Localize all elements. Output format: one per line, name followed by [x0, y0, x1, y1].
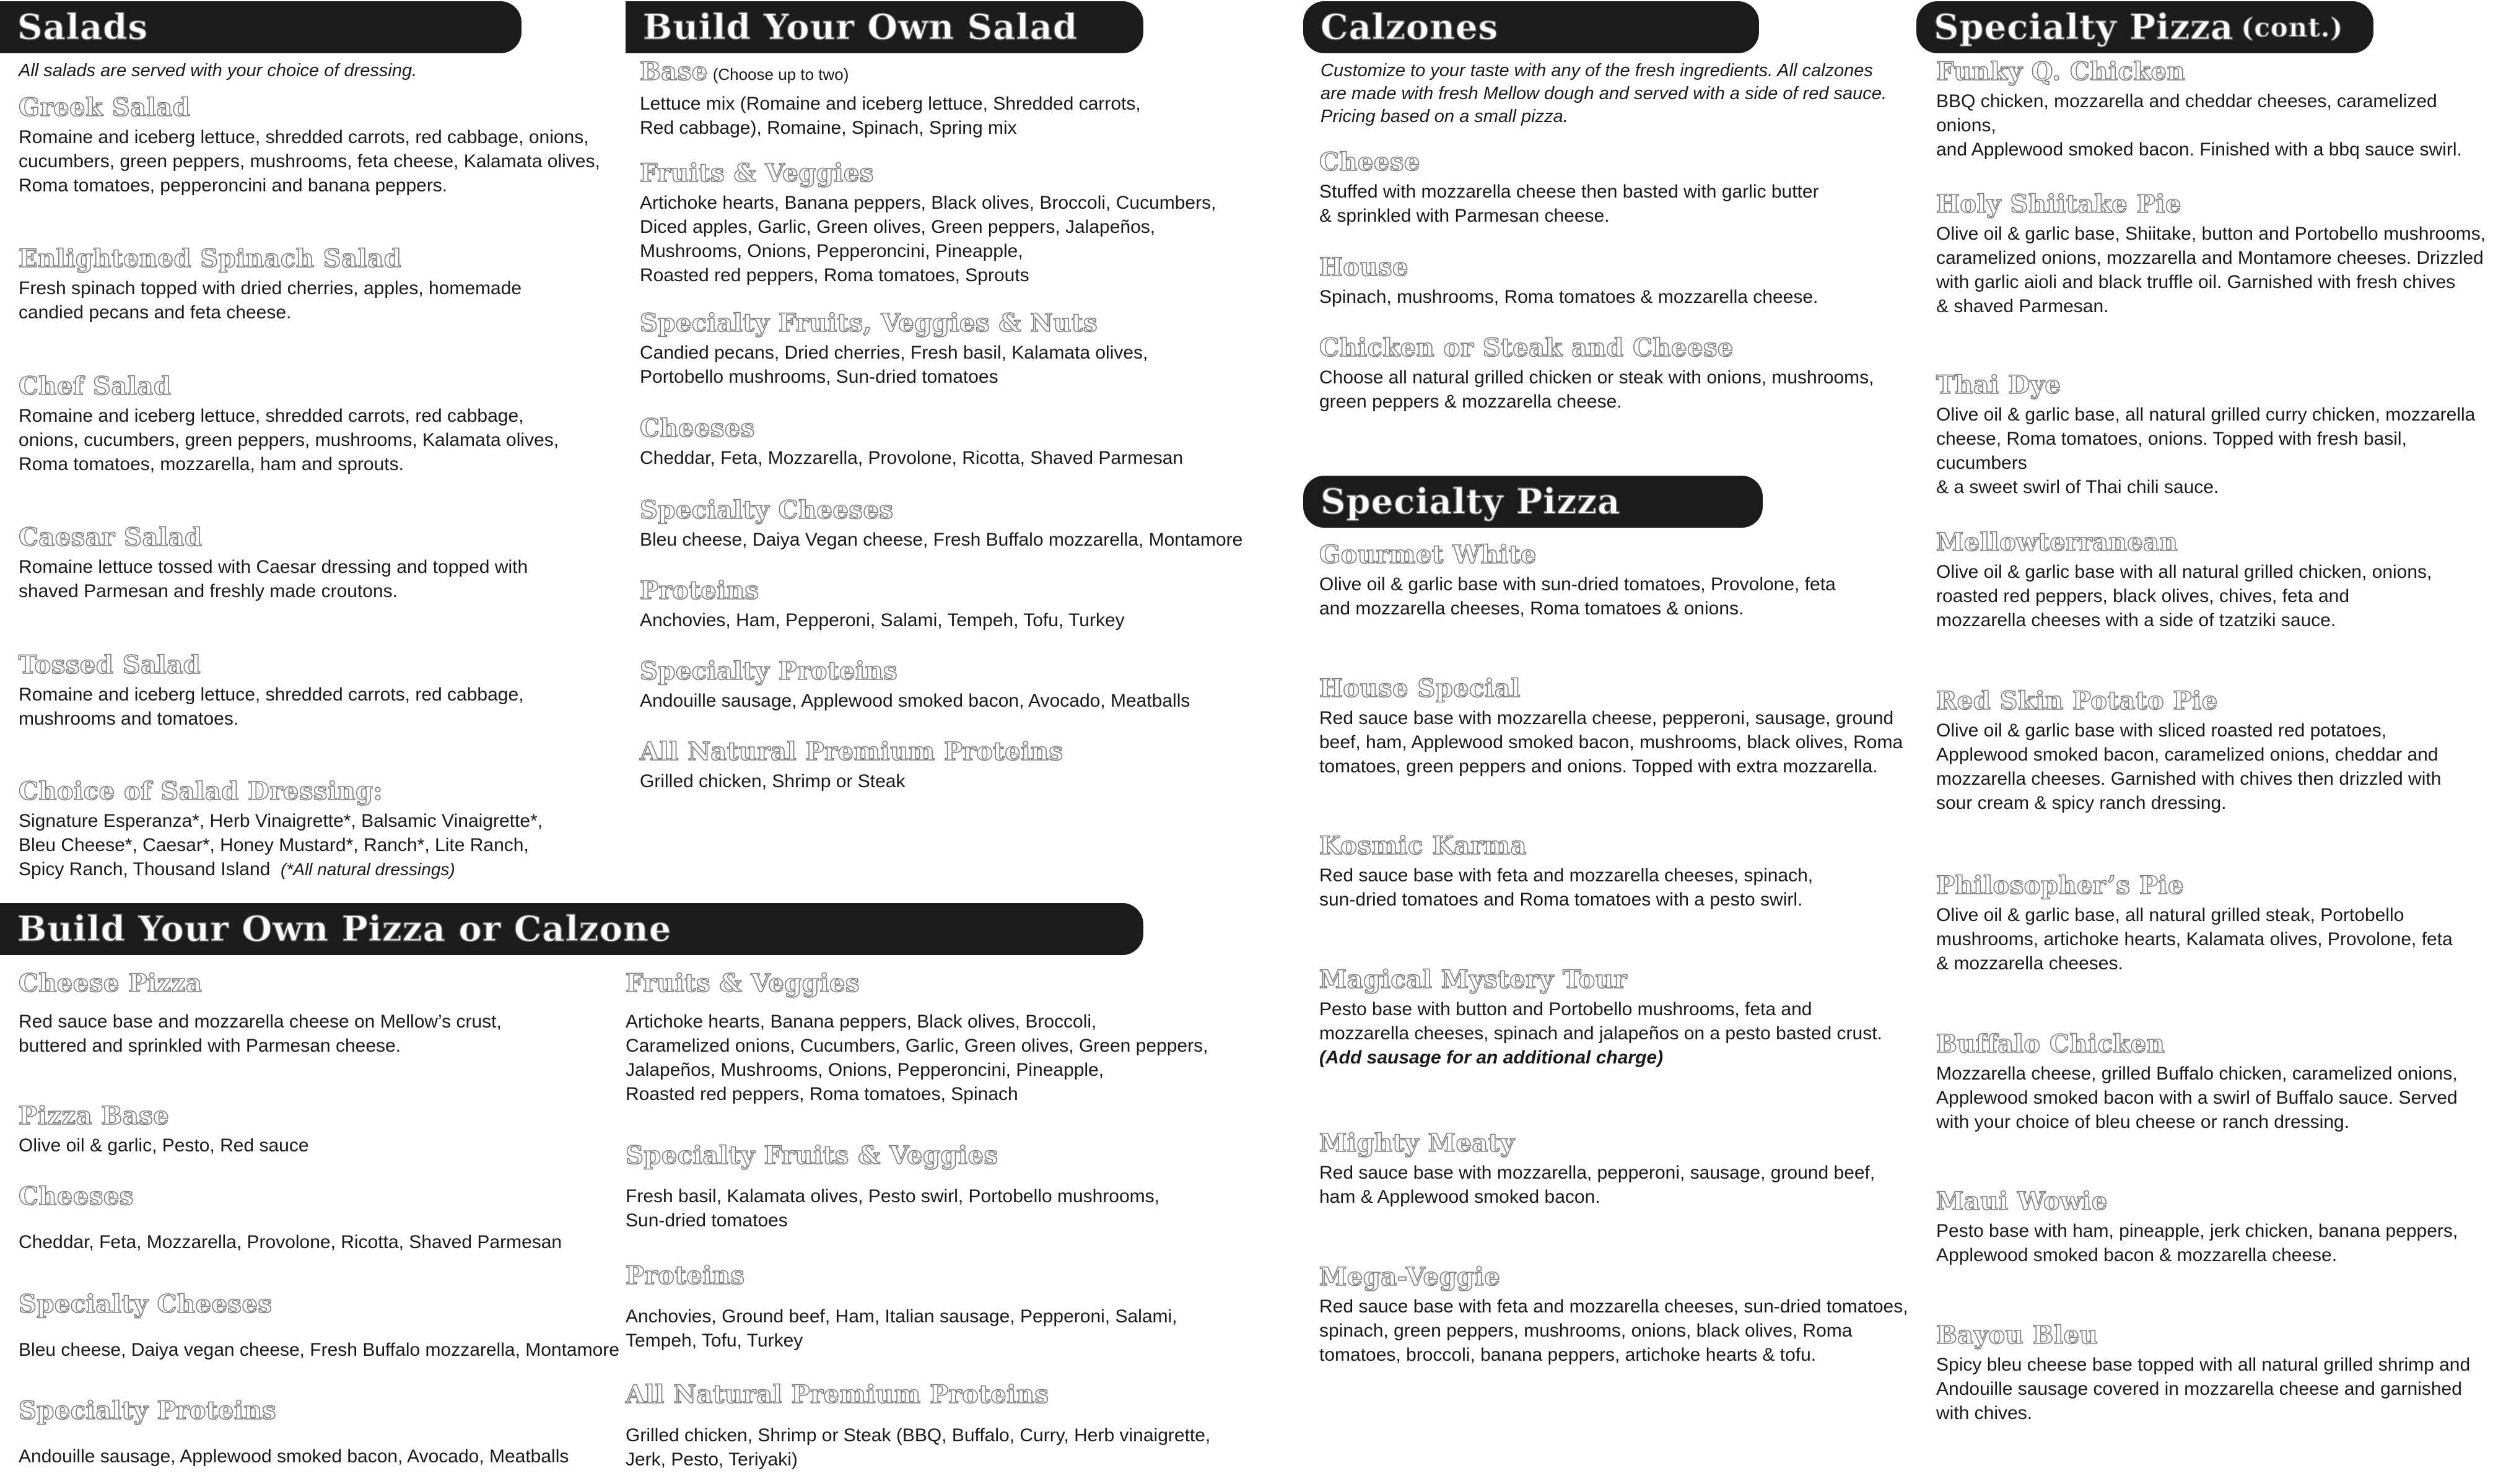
menu-item-thai-dye — [1936, 370, 2493, 499]
item-name: Specialty Fruits, Veggies & Nuts — [640, 308, 1098, 338]
item-desc: Olive oil & garlic base, Shiitake, button and Portobello mushrooms, caramelized onions, mozzarella and Montamore cheeses. Drizzled with garlic aioli and black truffle oil. Garnished with fresh chives & shaved Parmesan. — [1936, 224, 2486, 316]
menu-item-buffalo-chicken — [1936, 1029, 2458, 1134]
item-name: Caesar Salad — [19, 523, 203, 552]
item-desc: Bleu cheese, Daiya vegan cheese, Fresh Buffalo mozzarella, Montamore — [19, 1340, 619, 1360]
specialty-cont-title: Specialty Pizza — [1934, 7, 2234, 48]
item-desc: Lettuce mix (Romaine and iceberg lettuce, Shredded carrots, Red cabbage), Romaine, Spinach, Spring mix — [640, 94, 1141, 138]
item-name: Kosmic Karma — [1319, 831, 1527, 860]
item-name: House Special — [1319, 674, 1521, 703]
item-desc: Grilled chicken, Shrimp or Steak — [640, 771, 906, 792]
item-name: Proteins — [626, 1261, 745, 1290]
menu-item-gourmet-white — [1319, 540, 1836, 621]
menu-item-philosophers-pie — [1936, 871, 2453, 976]
specialty-pizza-banner — [1303, 476, 1763, 528]
salads-banner — [0, 1, 522, 53]
calzones-title: Calzones — [1321, 7, 1499, 48]
menu-item-bayou-bleu — [1936, 1320, 2470, 1425]
item-desc: Fresh spinach topped with dried cherries, apples, homemade candied pecans and feta cheese. — [19, 278, 522, 323]
dressing-list: Signature Esperanza*, Herb Vinaigrette*, Balsamic Vinaigrette*, Bleu Cheese*, Caesar*, Honey Mustard*, Ranch*, Lite Ranch, Spicy Ranch, Thousand Island — [19, 811, 543, 879]
menu-item-greek-salad — [19, 93, 600, 198]
item-name: Buffalo Chicken — [1936, 1029, 2165, 1058]
item-name: All Natural Premium Proteins — [626, 1380, 1049, 1409]
item-desc: Anchovies, Ground beef, Ham, Italian sausage, Pepperoni, Salami, Tempeh, Tofu, Turkey — [626, 1306, 1177, 1351]
item-name: Specialty Fruits & Veggies — [626, 1141, 998, 1170]
item-desc: Pesto base with button and Portobello mushrooms, feta and mozzarella cheeses, spinach and jalapeños on a pesto basted crust. — [1319, 999, 1882, 1044]
calzones-note: Customize to your taste with any of the fresh ingredients. All calzones are made with fresh Mellow dough and served with a side of red sauce. Pricing based on a small pizza. — [1321, 61, 1887, 126]
item-name: Thai Dye — [1936, 370, 2061, 399]
item-note: (Add sausage for an additional charge) — [1319, 1047, 1664, 1068]
menu-item-fruits-veggies — [640, 159, 1216, 287]
menu-item-pizza-premium-proteins — [626, 1380, 1210, 1472]
menu-item-funky-q-chicken — [1936, 57, 2493, 162]
item-name: Holy Shiitake Pie — [1936, 190, 2181, 219]
menu-item-calzone-cheese — [1319, 147, 1819, 228]
item-name: Chicken or Steak and Cheese — [1319, 333, 1734, 362]
item-desc: Olive oil & garlic base with sliced roasted red potatoes, Applewood smoked bacon, caramelized onions, cheddar and mozzarella cheeses. Garnished with chives then drizzled with sour cream & spicy ranch dressing. — [1936, 720, 2442, 813]
menu-item-base — [640, 57, 1141, 140]
item-name: House — [1319, 253, 1409, 282]
item-name: Cheeses — [19, 1182, 134, 1211]
item-desc: Choose all natural grilled chicken or steak with onions, mushrooms, green peppers & mozzarella cheese. — [1319, 367, 1874, 412]
item-desc: Fresh basil, Kalamata olives, Pesto swirl, Portobello mushrooms, Sun-dried tomatoes — [626, 1186, 1160, 1231]
menu-item-pizza-specialty-cheeses — [19, 1290, 619, 1362]
menu-item-pizza-specialty-proteins — [19, 1396, 569, 1469]
build-pizza-title: Build Your Own Pizza or Calzone — [17, 909, 672, 949]
item-name: Cheese — [1319, 147, 1420, 177]
base-title: Base — [640, 57, 708, 86]
menu-item-pizza-fruits-veggies — [626, 969, 1208, 1106]
menu-item-specialty-fruits-veggies-nuts — [640, 308, 1148, 389]
menu-item-caesar-salad — [19, 523, 528, 603]
item-desc: Red sauce base with feta and mozzarella cheeses, sun-dried tomatoes, spinach, green peppers, mushrooms, onions, black olives, Roma tomatoes, broccoli, banana peppers, artichoke hearts & tofu. — [1319, 1296, 1908, 1365]
item-name: Maui Wowie — [1936, 1187, 2108, 1216]
item-desc: Candied pecans, Dried cherries, Fresh basil, Kalamata olives, Portobello mushrooms, Sun-dried tomatoes — [640, 343, 1148, 387]
item-desc: Olive oil & garlic, Pesto, Red sauce — [19, 1135, 309, 1156]
item-name: Funky Q. Chicken — [1936, 57, 2186, 86]
item-name: Magical Mystery Tour — [1319, 965, 1627, 994]
item-desc: Olive oil & garlic base with sun-dried tomatoes, Provolone, feta and mozzarella cheeses, Roma tomatoes & onions. — [1319, 574, 1836, 619]
item-desc: Red sauce base with mozzarella, pepperoni, sausage, ground beef, ham & Applewood smoked bacon. — [1319, 1163, 1875, 1207]
menu-item-calzone-chicken-steak — [1319, 333, 1874, 414]
menu-item-specialty-cheeses — [640, 495, 1242, 552]
menu-item-cheeses — [640, 414, 1183, 470]
dressing-note: (*All natural dressings) — [281, 860, 455, 879]
item-desc: Red sauce base and mozzarella cheese on Mellow’s crust, buttered and sprinkled with Parmesan cheese. — [19, 1011, 502, 1056]
item-name: Tossed Salad — [19, 650, 201, 679]
item-desc: Andouille sausage, Applewood smoked bacon, Avocado, Meatballs — [640, 691, 1190, 711]
menu-item-mega-veggie — [1319, 1262, 1908, 1367]
item-desc — [19, 809, 543, 881]
menu-item-magical-mystery-tour — [1319, 965, 1882, 1070]
item-desc: Anchovies, Ham, Pepperoni, Salami, Tempeh, Tofu, Turkey — [640, 610, 1125, 631]
menu-item-tossed-salad — [19, 650, 524, 731]
item-name: Specialty Proteins — [640, 657, 898, 686]
item-desc: Andouille sausage, Applewood smoked bacon, Avocado, Meatballs — [19, 1446, 569, 1467]
item-desc: Grilled chicken, Shrimp or Steak (BBQ, Buffalo, Curry, Herb vinaigrette, Jerk, Pesto, Teriyaki) — [626, 1425, 1211, 1470]
salads-title: Salads — [17, 7, 148, 48]
item-desc: Romaine and iceberg lettuce, shredded carrots, red cabbage, onions, cucumbers, green peppers, mushrooms, Kalamata olives, Roma tomatoes, mozzarella, ham and sprouts. — [19, 406, 559, 474]
item-desc: Spinach, mushrooms, Roma tomatoes & mozzarella cheese. — [1319, 287, 1818, 307]
menu-item-calzone-house — [1319, 253, 1818, 309]
item-desc: Spicy bleu cheese base topped with all natural grilled shrimp and Andouille sausage covered in mozzarella cheese and garnished with chives. — [1936, 1355, 2471, 1423]
item-desc: Romaine lettuce tossed with Caesar dressing and topped with shaved Parmesan and freshly made croutons. — [19, 557, 528, 601]
base-tail: (Choose up to two) — [712, 65, 849, 84]
item-name: Greek Salad — [19, 93, 191, 122]
item-name: Gourmet White — [1319, 540, 1537, 569]
item-name: Red Skin Potato Pie — [1936, 686, 2218, 715]
build-salad-banner — [626, 1, 1143, 53]
menu-item-red-skin-potato-pie — [1936, 686, 2441, 815]
item-name: Specialty Proteins — [19, 1396, 277, 1425]
menu-item-salad-dressing — [19, 777, 543, 881]
specialty-cont-suffix: (cont.) — [2241, 12, 2344, 43]
menu-item-mellowterranean — [1936, 528, 2432, 632]
item-desc: Romaine and iceberg lettuce, shredded carrots, red cabbage, mushrooms and tomatoes. — [19, 684, 524, 729]
item-name: Enlightened Spinach Salad — [19, 244, 402, 273]
menu-item-specialty-proteins — [640, 657, 1190, 713]
item-name: All Natural Premium Proteins — [640, 737, 1063, 766]
salads-note: All salads are served with your choice of dressing. — [19, 61, 417, 81]
item-name: Pizza Base — [19, 1101, 170, 1130]
menu-item-cheese-pizza — [19, 969, 502, 1058]
item-desc: Romaine and iceberg lettuce, shredded carrots, red cabbage, onions, cucumbers, green peppers, mushrooms, feta cheese, Kalamata olives, Roma tomatoes, pepperoncini and banana peppers. — [19, 127, 600, 196]
item-desc: Stuffed with mozzarella cheese then basted with garlic butter & sprinkled with Parmesan cheese. — [1319, 181, 1819, 226]
item-desc: Cheddar, Feta, Mozzarella, Provolone, Ricotta, Shaved Parmesan — [19, 1232, 562, 1252]
item-desc: Olive oil & garlic base, all natural grilled steak, Portobello mushrooms, artichoke hearts, Kalamata olives, Provolone, feta & mozzarella cheeses. — [1936, 905, 2453, 974]
item-name: Proteins — [640, 576, 759, 605]
menu-item-holy-shiitake-pie — [1936, 190, 2486, 318]
item-name: Specialty Cheeses — [19, 1290, 273, 1319]
item-name: Fruits & Veggies — [640, 159, 874, 188]
specialty-pizza-title: Specialty Pizza — [1321, 481, 1621, 522]
item-desc: Pesto base with ham, pineapple, jerk chicken, banana peppers, Applewood smoked bacon & mozzarella cheese. — [1936, 1221, 2458, 1265]
item-name: Chef Salad — [19, 372, 172, 401]
item-desc: Artichoke hearts, Banana peppers, Black olives, Broccoli, Cucumbers, Diced apples, Garlic, Green olives, Green peppers, Jalapeños, Mushrooms, Onions, Pepperoncini, Pineapple, Roasted red peppers, Roma tomatoes, Sprouts — [640, 193, 1216, 286]
menu-item-premium-proteins — [640, 737, 1063, 793]
item-desc: BBQ chicken, mozzarella and cheddar cheeses, caramelized onions, and Applewood smoked bacon. Finished with a bbq sauce swirl. — [1936, 91, 2462, 160]
item-desc: Artichoke hearts, Banana peppers, Black olives, Broccoli, Caramelized onions, Cucumbers, Garlic, Green olives, Green peppers, Jalapeños, Mushrooms, Onions, Pepperoncini, Pineapple, Roasted red peppers, Roma tomatoes, Spinach — [626, 1011, 1208, 1104]
item-name — [640, 57, 1141, 89]
item-name: Mellowterranean — [1936, 528, 2178, 557]
menu-item-pizza-proteins — [626, 1261, 1177, 1353]
menu-item-proteins — [640, 576, 1125, 632]
specialty-cont-banner — [1916, 1, 2373, 53]
item-desc: Red sauce base with mozzarella cheese, pepperoni, sausage, ground beef, ham, Applewood smoked bacon, mushrooms, black olives, Roma tomatoes, green peppers and onions. Topped with extra mozzarella. — [1319, 708, 1903, 777]
item-desc: Mozzarella cheese, grilled Buffalo chicken, caramelized onions, Applewood smoked bacon with a swirl of Buffalo sauce. Served with your choice of bleu cheese or ranch dressing. — [1936, 1063, 2458, 1132]
menu-item-pizza-specialty-fruits-veggies — [626, 1141, 1159, 1233]
item-name: Philosopher’s Pie — [1936, 871, 2185, 900]
item-name: Cheese Pizza — [19, 969, 203, 998]
menu-item-maui-wowie — [1936, 1187, 2458, 1267]
item-desc: Olive oil & garlic base with all natural grilled chicken, onions, roasted red peppers, black olives, chives, feta and mozzarella cheeses with a side of tzatziki sauce. — [1936, 562, 2432, 631]
item-name: Choice of Salad Dressing: — [19, 777, 383, 806]
item-name: Mega-Veggie — [1319, 1262, 1501, 1291]
item-name: Cheeses — [640, 414, 755, 443]
item-desc: Bleu cheese, Daiya Vegan cheese, Fresh Buffalo mozzarella, Montamore — [640, 530, 1243, 550]
menu-item-house-special — [1319, 674, 1903, 779]
menu-item-mighty-meaty — [1319, 1128, 1875, 1209]
menu-item-pizza-cheeses — [19, 1182, 562, 1254]
item-name: Specialty Cheeses — [640, 495, 894, 525]
menu-item-enlightened-spinach-salad — [19, 244, 522, 325]
menu-item-pizza-base — [19, 1101, 309, 1158]
build-pizza-banner — [0, 903, 1143, 955]
item-name: Bayou Bleu — [1936, 1320, 2098, 1350]
menu-item-kosmic-karma — [1319, 831, 1813, 912]
item-desc: Red sauce base with feta and mozzarella cheeses, spinach, sun-dried tomatoes and Roma tomatoes with a pesto swirl. — [1319, 865, 1814, 910]
menu-item-chef-salad — [19, 372, 559, 476]
item-name: Mighty Meaty — [1319, 1128, 1515, 1158]
item-desc: Olive oil & garlic base, all natural grilled curry chicken, mozzarella cheese, Roma tomatoes, onions. Topped with fresh basil, cucumbers & a sweet swirl of Thai chili sauce. — [1936, 404, 2476, 497]
calzones-banner — [1303, 1, 1759, 53]
item-desc: Cheddar, Feta, Mozzarella, Provolone, Ricotta, Shaved Parmesan — [640, 448, 1184, 468]
item-name: Fruits & Veggies — [626, 969, 860, 998]
build-salad-title: Build Your Own Salad — [643, 7, 1078, 48]
